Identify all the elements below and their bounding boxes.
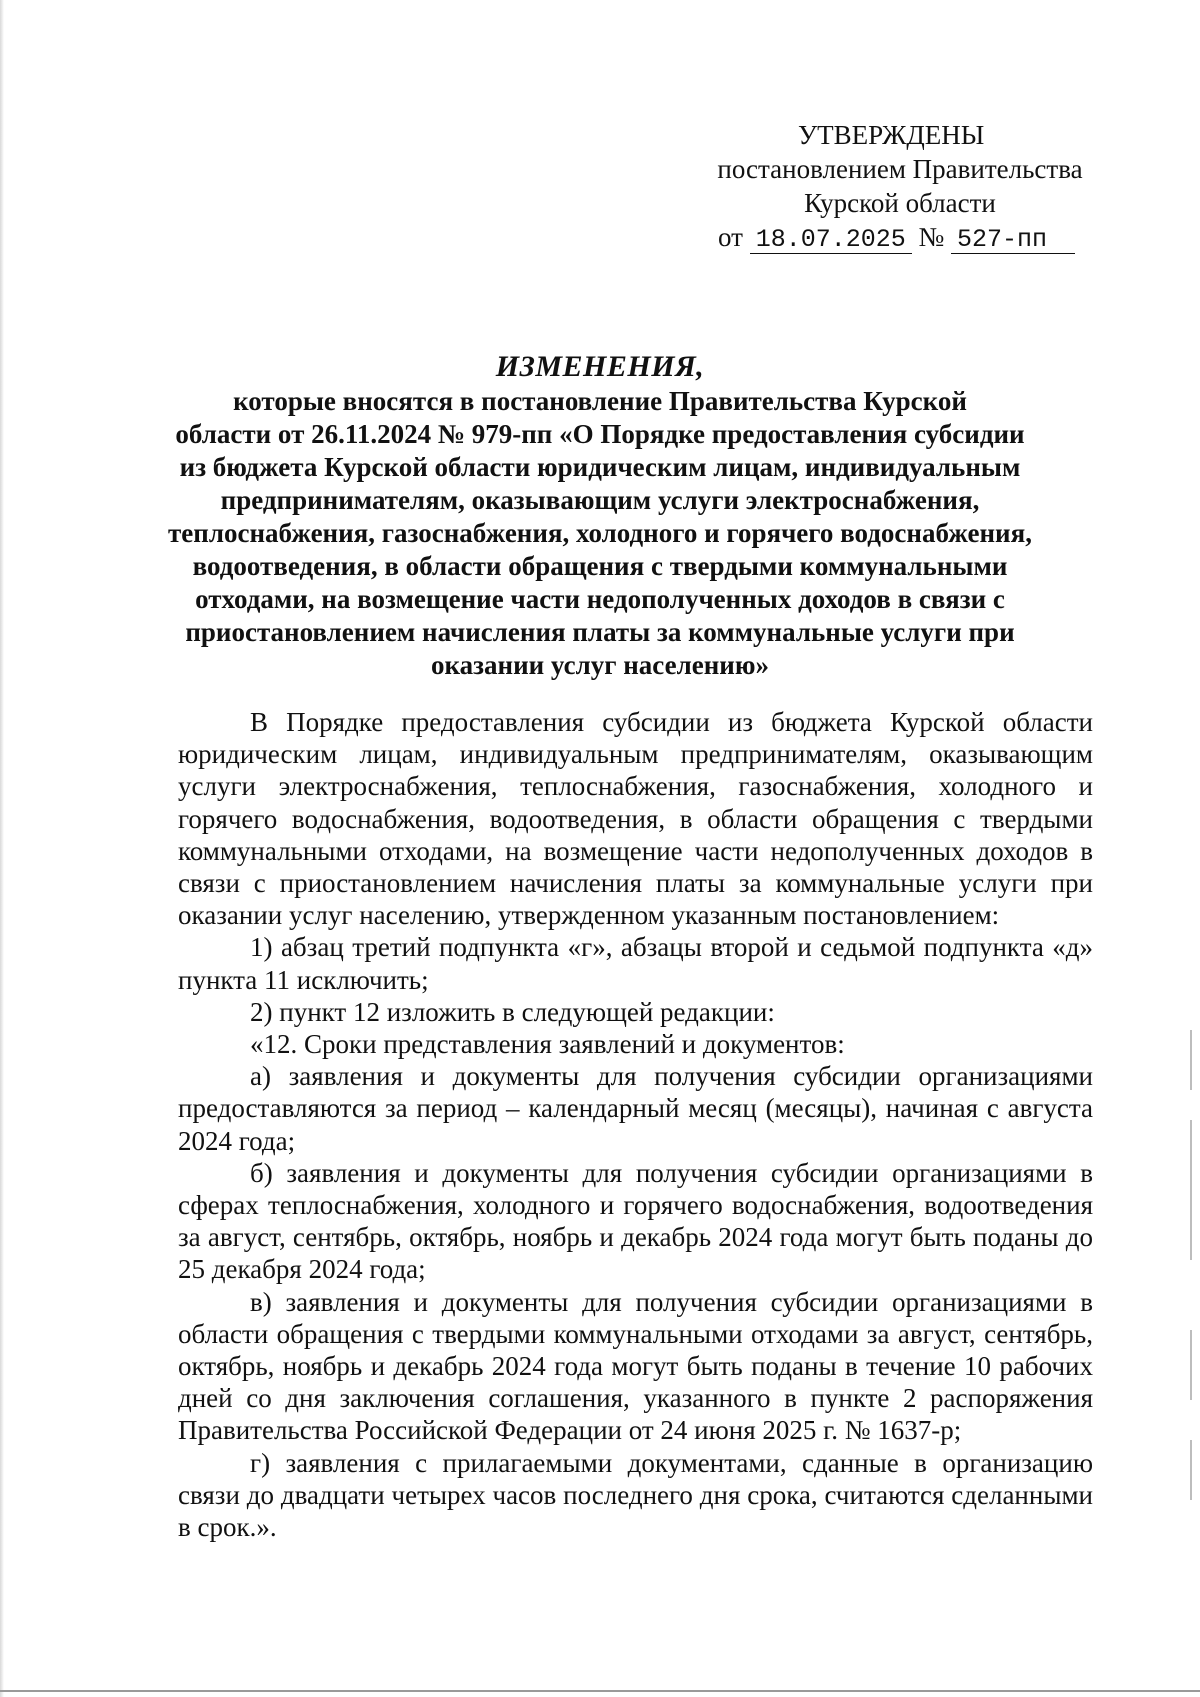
scan-artifact	[1190, 1030, 1192, 1090]
heading-line: области от 26.11.2024 № 979-пп «О Порядке предоставления субсидии	[175, 419, 1025, 449]
scan-artifact	[1190, 1120, 1192, 1260]
document-body	[178, 706, 1093, 1543]
number-sign: №	[918, 222, 945, 252]
heading-line: которые вносятся в постановление Правительства Курской	[233, 386, 967, 416]
order-date: 18.07.2025	[750, 227, 912, 254]
heading-line: теплоснабжения, газоснабжения, холодного и горячего водоснабжения,	[168, 518, 1032, 548]
heading-title: ИЗМЕНЕНИЯ,	[495, 350, 705, 383]
from-prefix: от	[718, 222, 743, 252]
document-heading	[150, 350, 1050, 682]
scan-artifact	[1190, 1330, 1192, 1400]
heading-line: отходами, на возмещение части недополученных доходов в связи с	[195, 584, 1005, 614]
heading-line: водоотведения, в области обращения с твердыми коммунальными	[192, 551, 1008, 581]
item-2-paragraph: 2) пункт 12 изложить в следующей редакции:	[250, 996, 775, 1027]
approval-block	[700, 118, 1100, 254]
approval-order-line	[700, 220, 1100, 254]
scan-edge	[0, 0, 4, 1697]
heading-line: из бюджета Курской области юридическим лицам, индивидуальным	[179, 452, 1021, 482]
approval-title: УТВЕРЖДЕНЫ	[798, 120, 985, 150]
scan-artifact	[0, 1690, 1200, 1692]
heading-line: предпринимателям, оказывающим услуги электроснабжения,	[220, 485, 980, 515]
intro-paragraph: В Порядке предоставления субсидии из бюджета Курской области юридическим лицам, индивидуальным предпринимателям, оказывающим услуги электроснабжения, теплоснабжения, газоснабжения, холодного и горячего водоснабжения, водоотведения, в области обращения с твердыми коммунальными отходами, на возмещение части недополученных доходов в связи с приостановлением начисления платы за коммунальные услуги при оказании услуг населению, утвержденном указанным постановлением:	[178, 707, 1093, 931]
clause-12-a: а) заявления и документы для получения субсидии организациями предоставляются за период – календарный месяц (месяцы), начиная с августа 2024 года;	[178, 1061, 1093, 1156]
approval-line-2: постановлением Правительства	[717, 154, 1083, 184]
clause-12-g: г) заявления с прилагаемыми документами, сданные в организацию связи до двадцати четырех часов последнего дня срока, считаются сделанными в срок.».	[178, 1447, 1093, 1543]
heading-line: оказании услуг населению»	[431, 650, 769, 680]
clause-12-v: в) заявления и документы для получения субсидии организациями в области обращения с твердыми коммунальными отходами за август, сентябрь, октябрь, ноябрь и декабрь 2024 года могут быть поданы в течение 10 рабочих дней со дня заключения соглашения, указанного в пункте 2 распоряжения Правительства Российской Федерации от 24 июня 2025 г. № 1637-р;	[178, 1286, 1093, 1446]
scan-artifact	[1190, 1440, 1192, 1500]
approval-line-3: Курской области	[804, 188, 996, 218]
order-number: 527-пп	[951, 227, 1075, 254]
clause-12-b: б) заявления и документы для получения субсидии организациями в сферах теплоснабжения, холодного и горячего водоснабжения, водоотведения за август, сентябрь, октябрь, ноябрь и декабрь 2024 года могут быть поданы до 25 декабря 2024 года;	[178, 1157, 1093, 1285]
clause-12-title: «12. Сроки представления заявлений и документов:	[250, 1029, 845, 1060]
heading-line: приостановлением начисления платы за коммунальные услуги при	[185, 617, 1015, 647]
item-1-paragraph: 1) абзац третий подпункта «г», абзацы второй и седьмой подпункта «д» пункта 11 исключить;	[178, 932, 1093, 995]
